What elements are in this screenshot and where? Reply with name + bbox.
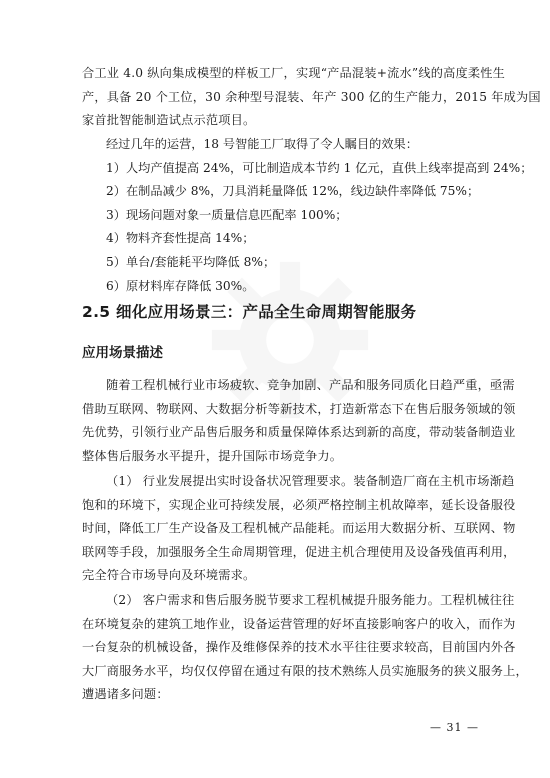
paragraph-line: 饱和的环境下，实现企业可持续发展，必须严格控制主机故障率，延长设备服役 (82, 497, 516, 512)
paragraph-line: 完全符合市场导向及环境需求。 (82, 568, 256, 583)
paragraph-line: （2） 客户需求和售后服务脱节要求工程机械提升服务能力。工程机械往往 (106, 593, 515, 607)
paragraph-line: 大厂商服务水平，均仅仅停留在通过有限的技术熟练人员实施服务的狭义服务上， (82, 663, 528, 678)
result-item: 5）单台/套能耗平均降低 8%； (106, 254, 276, 269)
intro-line: 合工业 4.0 纵向集成模型的样板工厂，实现“产品混装+流水”线的高度柔性生 (82, 66, 506, 80)
paragraph-line: 整体售后服务水平提升，提升国际市场竞争力。 (82, 448, 343, 463)
paragraph-line: 在环境复杂的建筑工地作业，设备运营管理的好坏直接影响客户的收入，而作为 (82, 616, 516, 631)
sub-heading: 应用场景描述 (82, 345, 163, 361)
paragraph-line: （1） 行业发展提出实时设备状况管理要求。装备制造厂商在主机市场渐趋 (106, 474, 515, 488)
result-item: 4）物料齐套性提高 14%； (106, 231, 255, 246)
paragraph-3 (82, 589, 528, 707)
result-item: 3）现场问题对象一质量信息匹配率 100%； (106, 207, 348, 222)
paragraph-line: 一台复杂的机械设备，操作及维修保养的技术水平往往要求较高，目前国内外各 (82, 640, 516, 655)
result-item: 2）在制品减少 8%，刀具消耗量降低 12%，线边缺件率降低 75%； (106, 184, 480, 199)
paragraph-2 (82, 470, 516, 588)
intro-line: 家首批智能制造试点示范项目。 (82, 113, 256, 128)
section-heading: 2.5 细化应用场景三：产品全生命周期智能服务 (82, 303, 417, 321)
paragraph-line: 随着工程机械行业市场疲软、竞争加剧、产品和服务同质化日趋严重，亟需 (106, 378, 515, 392)
result-item: 6）原材料库存降低 30%。 (106, 278, 255, 293)
result-item: 1）人均产值提高 24%，可比制造成本节约 1 亿元，直供上线率提高到 24%； (106, 160, 533, 175)
paragraph-line: 时间，降低工厂生产设备及工程机械产品能耗。而运用大数据分析、互联网、物 (82, 521, 516, 536)
page-number: — 31 — (430, 721, 479, 734)
paragraph-line: 先优势，引领行业产品售后服务和质量保障体系达到新的高度，带动装备制造业 (82, 425, 516, 440)
intro-paragraph (82, 62, 541, 133)
paragraph-1 (82, 374, 516, 468)
paragraph-line: 联网等手段，加强服务全生命周期管理，促进主机合理使用及设备残值再利用， (82, 544, 516, 559)
paragraph-line: 借助互联网、物联网、大数据分析等新技术，打造新常态下在售后服务领域的领 (82, 401, 516, 416)
results-intro: 经过几年的运营，18 号智能工厂取得了令人瞩目的效果： (106, 137, 418, 151)
intro-line: 产，具备 20 个工位，30 余种型号混装、年产 300 亿的生产能力，2015 年成为国 (82, 89, 541, 104)
results-section (82, 133, 533, 298)
paragraph-line: 遭遇诸多问题： (82, 687, 169, 702)
